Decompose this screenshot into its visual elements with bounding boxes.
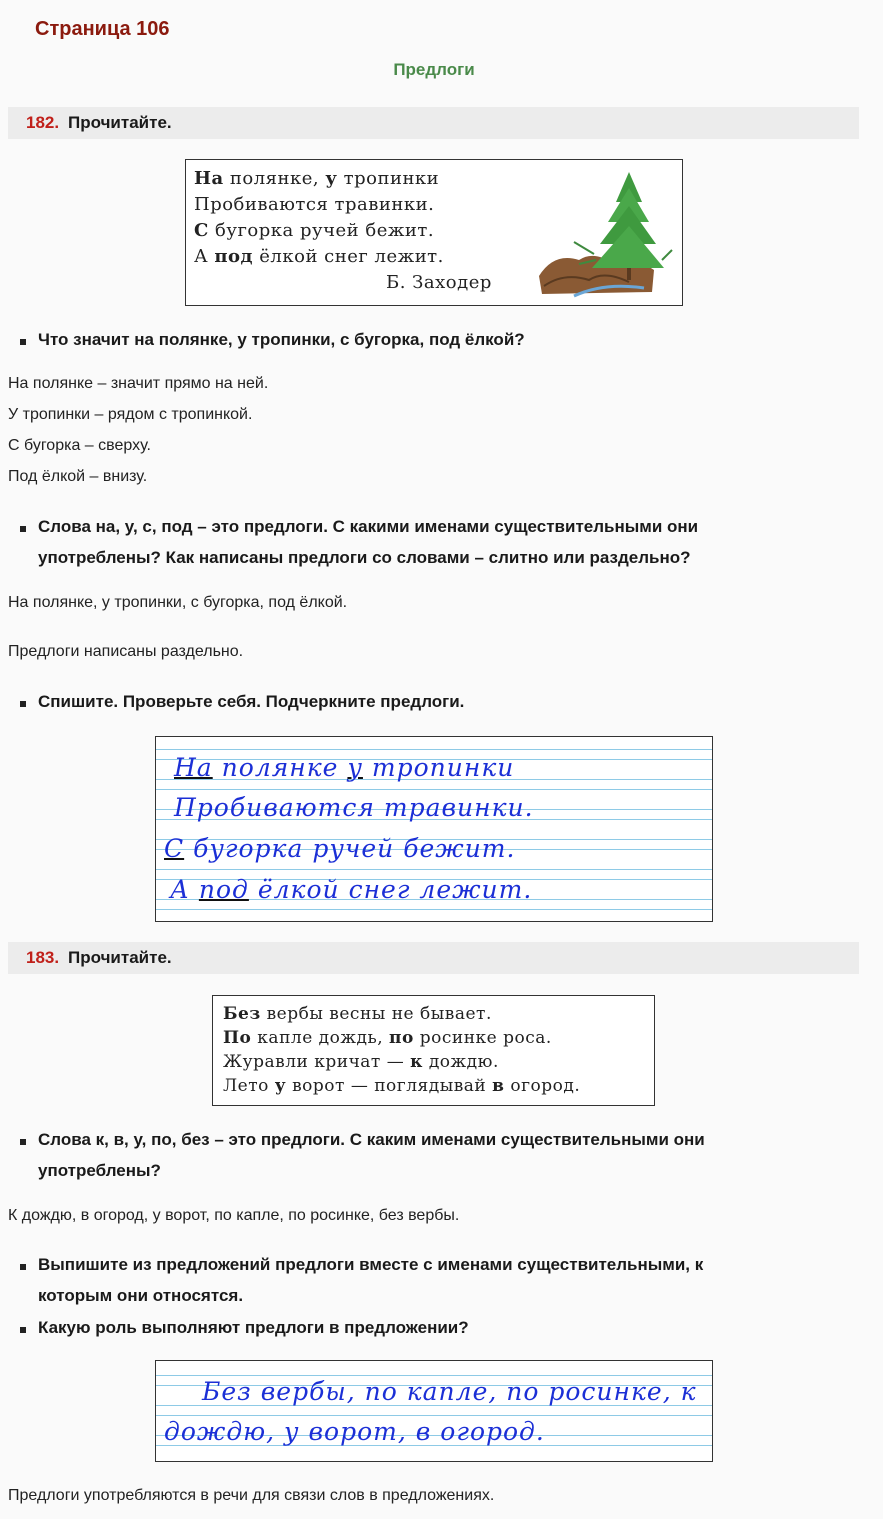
poem-author: Б. Заходер	[386, 272, 492, 293]
bullet-icon	[20, 1264, 26, 1270]
handwriting-box-182	[155, 736, 713, 922]
answer-line: Предлоги написаны раздельно.	[8, 643, 244, 660]
task-label: Прочитайте.	[68, 948, 172, 967]
answer-line: С бугорка – сверху.	[8, 437, 151, 454]
handwriting-line: С бугорка ручей бежит.	[164, 834, 516, 863]
handwriting-line: дождю, у ворот, в огород.	[164, 1417, 545, 1446]
handwriting-line: Пробиваются травинки.	[174, 793, 534, 822]
bullet-icon	[20, 339, 26, 345]
poem-line: С бугорка ручей бежит.	[194, 220, 435, 241]
fir-tree-illustration	[534, 164, 674, 300]
task-number: 183.	[26, 948, 60, 967]
question: Какую роль выполняют предлоги в предложении?	[20, 1312, 820, 1343]
answer-line: Предлоги употребляются в речи для связи слов в предложениях.	[8, 1487, 495, 1504]
task-183-header	[8, 942, 859, 974]
bullet-icon	[20, 1327, 26, 1333]
poem-line: Без вербы весны не бывает.	[223, 1004, 492, 1024]
poem-line: Лето у ворот — поглядывай в огород.	[223, 1076, 581, 1096]
answer-line: Под ёлкой – внизу.	[8, 468, 148, 485]
task-label: Прочитайте.	[68, 113, 172, 132]
handwriting-line: А под ёлкой снег лежит.	[170, 875, 533, 904]
poem-box-182	[185, 159, 683, 306]
task-182-header	[8, 107, 859, 139]
answer-line: На полянке, у тропинки, с бугорка, под ёлкой.	[8, 594, 348, 611]
question: Что значит на полянке, у тропинки, с бугорка, под ёлкой?	[20, 324, 820, 355]
poem-line: А под ёлкой снег лежит.	[194, 246, 444, 267]
section-title: Предлоги	[393, 60, 475, 79]
answer-line: На полянке – значит прямо на ней.	[8, 375, 269, 392]
question: Слова на, у, с, под – это предлоги. С какими именами существительными они употреблены? Как написаны предлоги со словами – слитно или раздельно?	[20, 511, 820, 573]
question: Выпишите из предложений предлоги вместе с именами существительными, к которым они относятся.	[20, 1249, 820, 1311]
poem-line: Пробиваются травинки.	[194, 194, 435, 215]
page-title: Страница 106	[35, 18, 170, 40]
handwriting-box-183	[155, 1360, 713, 1462]
task-number: 182.	[26, 113, 60, 132]
poem-line: На полянке, у тропинки	[194, 168, 440, 189]
bullet-icon	[20, 1139, 26, 1145]
bullet-icon	[20, 526, 26, 532]
answer-line: К дождю, в огород, у ворот, по капле, по росинке, без вербы.	[8, 1207, 460, 1224]
poem-line: Журавли кричат — к дождю.	[223, 1052, 499, 1072]
bullet-icon	[20, 701, 26, 707]
answer-line: У тропинки – рядом с тропинкой.	[8, 406, 253, 423]
handwriting-line: Без вербы, по капле, по росинке, к	[202, 1377, 697, 1406]
poem-box-183	[212, 995, 655, 1106]
handwriting-line: На полянке у тропинки	[174, 753, 515, 782]
poem-line: По капле дождь, по росинке роса.	[223, 1028, 552, 1048]
question: Спишите. Проверьте себя. Подчеркните предлоги.	[20, 686, 820, 717]
question: Слова к, в, у, по, без – это предлоги. С каким именами существительными они употреблены?	[20, 1124, 820, 1186]
